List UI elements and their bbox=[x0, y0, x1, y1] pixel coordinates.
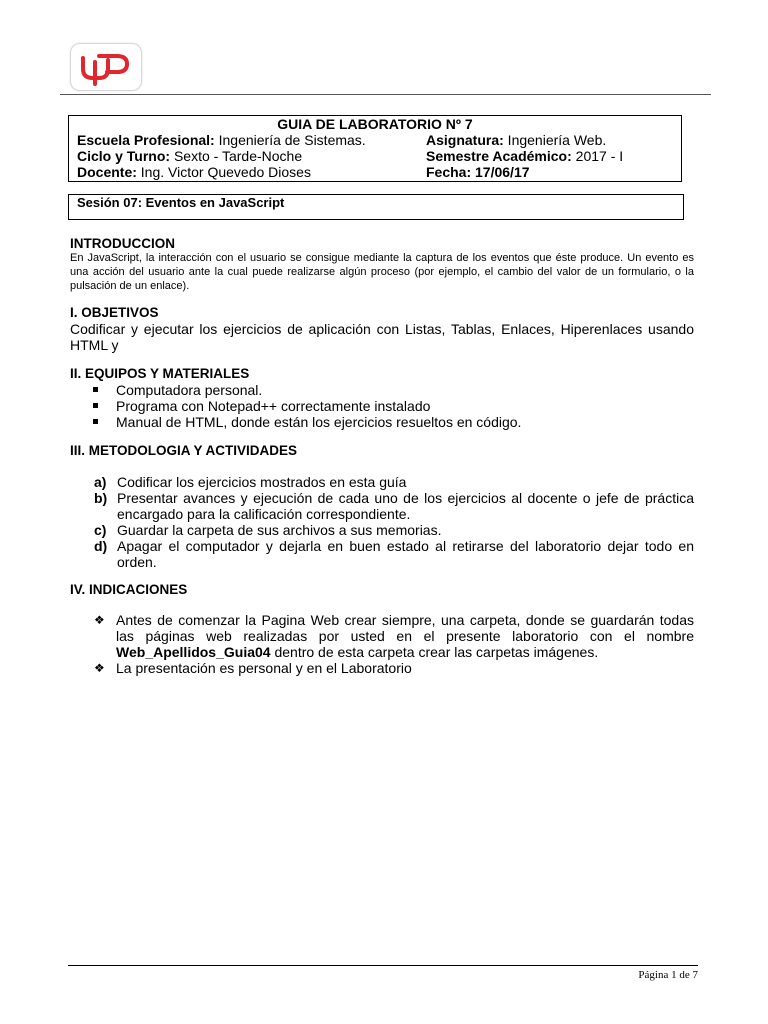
header-rule bbox=[60, 94, 711, 95]
university-logo bbox=[70, 43, 142, 91]
diamond-bullet-icon: ❖ bbox=[94, 613, 105, 627]
footer-rule bbox=[68, 965, 698, 966]
docente-value: Ing. Victor Quevedo Dioses bbox=[136, 164, 311, 180]
list-item: ❖ La presentación es personal y en el Laboratorio bbox=[94, 660, 412, 676]
equipos-heading: II. EQUIPOS Y MATERIALES bbox=[70, 366, 250, 381]
escuela-row bbox=[77, 132, 366, 148]
ciclo-value: Sexto - Tarde-Noche bbox=[170, 148, 303, 164]
ciclo-row bbox=[77, 148, 302, 164]
list-item: Computadora personal. bbox=[70, 382, 694, 398]
indicaciones-heading: IV. INDICACIONES bbox=[70, 582, 188, 597]
list-item: Manual de HTML, donde están los ejercicios resueltos en código. bbox=[70, 414, 694, 430]
list-item: c) Guardar la carpeta de sus archivos a sus memorias. bbox=[94, 522, 442, 538]
escuela-value: Ingeniería de Sistemas. bbox=[214, 132, 366, 148]
list-item: ❖ Antes de comenzar la Pagina Web crear siempre, una carpeta, donde se guardarán todas las páginas web realizadas por usted en el presente laboratorio con el nombre Web_Apellidos_Guia04 dentro de esta carpeta crear las carpetas imágenes. bbox=[94, 612, 694, 660]
asignatura-label: Asignatura: bbox=[426, 132, 504, 148]
list-item: Programa con Notepad++ correctamente instalado bbox=[70, 398, 694, 414]
docente-row bbox=[77, 164, 311, 180]
up-logo-mark-icon bbox=[71, 44, 141, 90]
list-item: a) Codificar los ejercicios mostrados en esta guía bbox=[94, 474, 407, 490]
indicaciones-list bbox=[70, 612, 694, 676]
semestre-label: Semestre Académico: bbox=[426, 148, 572, 164]
intro-paragraph: En JavaScript, la interacción con el usuario se consigue mediante la captura de los eventos que éste produce. Un evento es una acción del usuario ante la cual puede realizarse algún proceso (por ejemplo, el cambio del valor de un formulario, o la pulsación de un enlace). bbox=[70, 252, 694, 292]
bullet-icon bbox=[93, 403, 98, 408]
objetivos-heading: I. OBJETIVOS bbox=[70, 305, 159, 320]
asignatura-value: Ingeniería Web. bbox=[503, 132, 607, 148]
page-number: Página 1 de 7 bbox=[638, 969, 698, 981]
semestre-value: 2017 - I bbox=[571, 148, 624, 164]
session-box bbox=[68, 194, 684, 220]
metodologia-list bbox=[70, 474, 694, 570]
fecha-label: Fecha: 17/06/17 bbox=[426, 164, 530, 180]
list-item: b) Presentar avances y ejecución de cada uno de los ejercicios al docente o jefe de práctica encargado para la calificación correspondiente. bbox=[94, 490, 694, 522]
list-item: d) Apagar el computador y dejarla en buen estado al retirarse del laboratorio dejar todo en orden. bbox=[94, 538, 694, 570]
docente-label: Docente: bbox=[77, 164, 137, 180]
diamond-bullet-icon: ❖ bbox=[94, 661, 105, 675]
intro-heading: INTRODUCCION bbox=[70, 236, 175, 251]
objetivos-paragraph: Codificar y ejecutar los ejercicios de aplicación con Listas, Tablas, Enlaces, Hiperenlaces usando HTML y bbox=[70, 321, 694, 353]
escuela-label: Escuela Profesional: bbox=[77, 132, 215, 148]
fecha-row bbox=[426, 164, 530, 180]
semestre-row bbox=[426, 148, 623, 164]
ciclo-label: Ciclo y Turno: bbox=[77, 148, 171, 164]
bullet-icon bbox=[93, 419, 98, 424]
equipos-list bbox=[70, 382, 694, 430]
metodologia-heading: III. METODOLOGIA Y ACTIVIDADES bbox=[70, 443, 298, 458]
bullet-icon bbox=[93, 387, 98, 392]
session-title: Sesión 07: Eventos en JavaScript bbox=[77, 195, 285, 210]
asignatura-row bbox=[426, 132, 606, 148]
lab-title: GUIA DE LABORATORIO Nº 7 bbox=[277, 116, 473, 132]
lab-header-box bbox=[68, 115, 682, 182]
